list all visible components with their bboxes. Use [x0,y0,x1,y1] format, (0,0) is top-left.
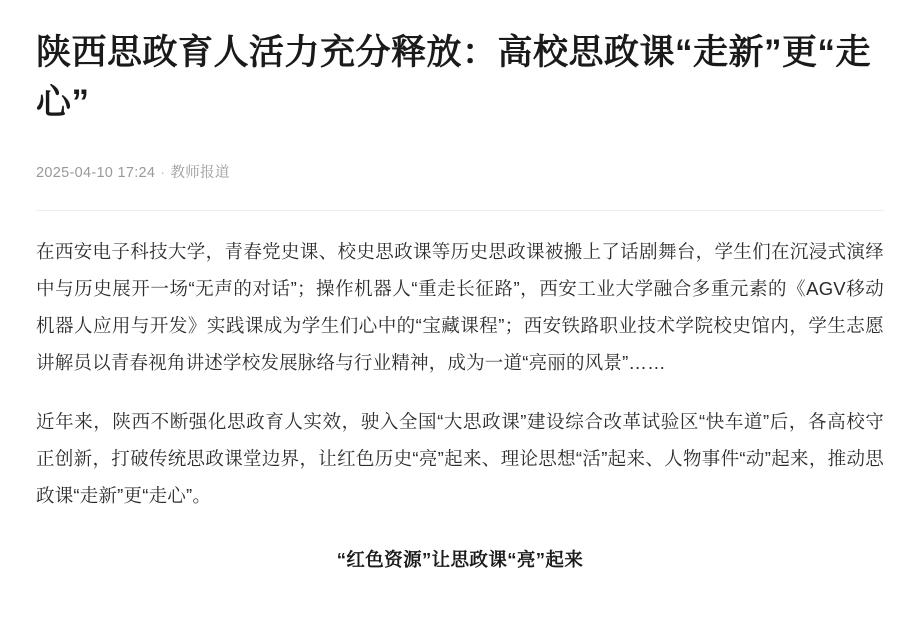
meta-separator: · [160,165,166,182]
article-paragraph: 近年来，陕西不断强化思政育人实效，驶入全国“大思政课”建设综合改革试验区“快车道”后，各高校守正创新，打破传统思政课堂边界，让红色历史“亮”起来、理论思想“活”起来、人物事件“动”起来，推动思政课“走新”更“走心”。 [36,411,884,507]
article-paragraph: 在西安电子科技大学，青春党史课、校史思政课等历史思政课被搬上了话剧舞台，学生们在沉浸式演绎中与历史展开一场“无声的对话”；操作机器人“重走长征路”，西安工业大学融合多重元素的《AGV移动机器人应用与开发》实践课成为学生们心中的“宝藏课程”；西安铁路职业技术学院校史馆内，学生志愿讲解员以青春视角讲述学校发展脉络与行业精神，成为一道“亮丽的风景”…… [36,241,884,374]
page-title: 陕西思政育人活力充分释放：高校思政课“走新”更“走心” [36,33,872,122]
publish-date: 2025-04-10 17:24 [36,165,156,182]
article-source: 教师报道 [170,165,230,182]
section-subheading: “红色资源”让思政课“亮”起来 [336,549,584,571]
article-body [36,233,884,514]
article-meta [36,161,884,182]
header-divider [36,210,884,211]
